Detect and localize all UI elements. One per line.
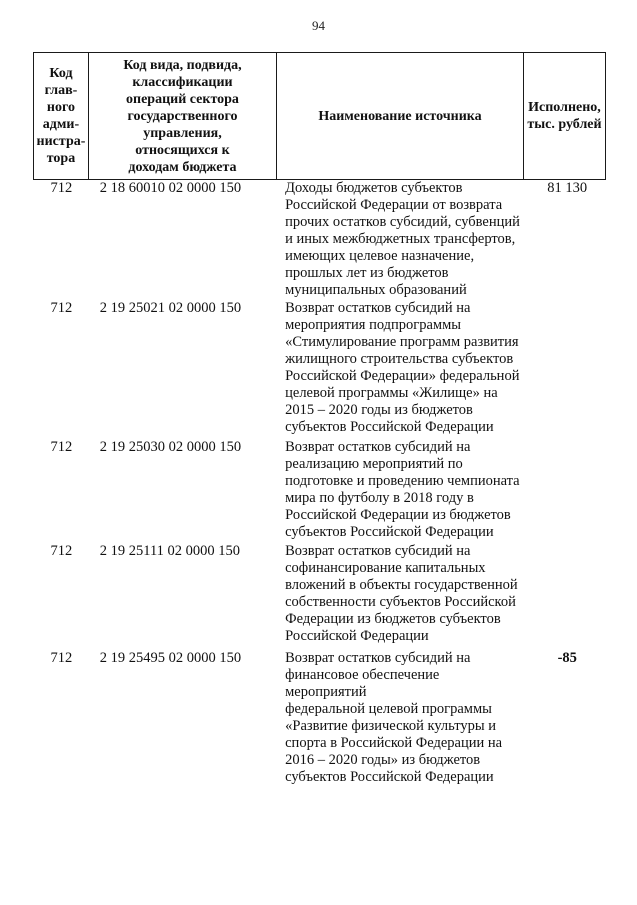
table-row <box>33 180 606 300</box>
type-code-cell: 2 19 25021 02 0000 150 <box>99 300 242 316</box>
table-row <box>33 300 606 439</box>
source-name-cell: Возврат остатков субсидий на реализацию мероприятий по подготовке и проведению чемпионата мира по футболу в 2018 году в Российской Федерации из бюджетов субъектов Российской Федерации <box>285 439 520 540</box>
header-executed: Исполнено, тыс. рублей <box>527 100 602 132</box>
source-name-cell: Возврат остатков субсидий на софинансирование капитальных вложений в объекты государственной собственности субъектов Российской Федерации из бюджетов субъектов Российской Федерации <box>285 543 518 644</box>
table-header <box>33 52 606 180</box>
page-number: 94 <box>312 18 325 33</box>
table-row <box>33 650 606 785</box>
admin-code-cell: 712 <box>50 543 73 559</box>
admin-code-cell: 712 <box>50 439 73 455</box>
source-name-cell: Возврат остатков субсидий на мероприятия подпрограммы «Стимулирование программ развития жилищного строительства субъектов Российской Федерации» федеральной целевой программы «Жилище» на 2015 – 2020 годы из бюджетов субъектов Российской Федерации <box>285 300 520 435</box>
type-code-cell: 2 18 60010 02 0000 150 <box>99 180 242 196</box>
header-admin-code: Код глав- ного адми- нистра- тора <box>34 53 89 179</box>
executed-value-cell: 81 130 <box>547 180 588 196</box>
source-name-cell: Доходы бюджетов субъектов Российской Федерации от возврата прочих остатков субсидий, субвенций и иных межбюджетных трансфертов, имеющих целевое назначение, прошлых лет из бюджетов муниципальных образований <box>285 180 520 298</box>
admin-code-cell: 712 <box>50 650 73 666</box>
executed-value-cell <box>522 543 606 650</box>
type-code-cell: 2 19 25495 02 0000 150 <box>99 650 242 666</box>
source-name-cell: Возврат остатков субсидий на финансовое обеспечение мероприятий федеральной целевой программы «Развитие физической культуры и спорта в Российской Федерации на 2016 – 2020 годы» из бюджетов субъектов Российской Федерации <box>285 650 503 785</box>
table-row <box>33 543 606 650</box>
executed-value-cell <box>522 300 606 439</box>
type-code-cell: 2 19 25111 02 0000 150 <box>99 543 241 559</box>
admin-code-cell: 712 <box>50 300 73 316</box>
executed-value-cell: -85 <box>557 650 577 666</box>
header-source-name: Наименование источника <box>277 53 524 179</box>
type-code-cell: 2 19 25030 02 0000 150 <box>99 439 242 455</box>
admin-code-cell: 712 <box>50 180 73 196</box>
table-row <box>33 439 606 543</box>
executed-value-cell <box>522 439 606 543</box>
table-body <box>33 180 606 785</box>
header-type-code: Код вида, подвида, классификации операций сектора государственного управления, относящихся к доходам бюджета <box>89 53 277 179</box>
